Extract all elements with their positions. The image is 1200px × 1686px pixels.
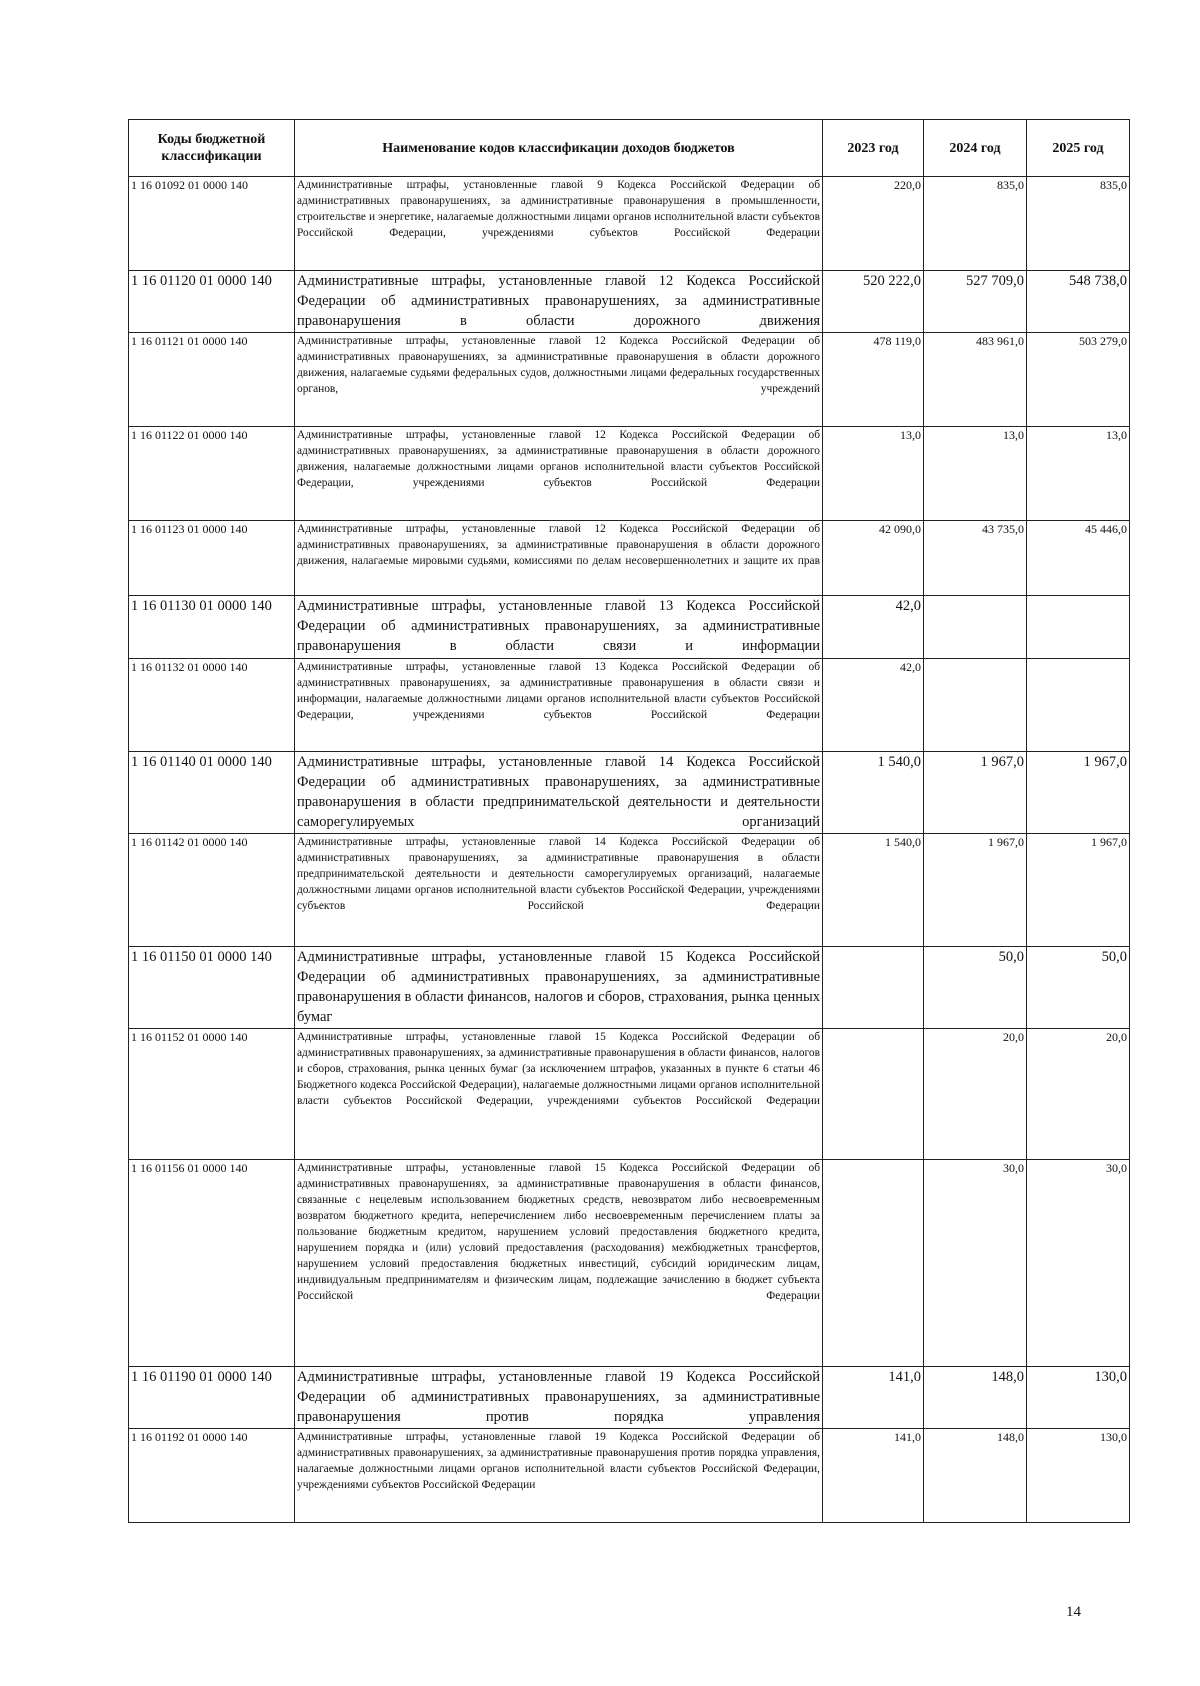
- value-2023-cell: [823, 1029, 924, 1160]
- table-row: [129, 271, 1130, 333]
- code-cell: 1 16 01142 01 0000 140: [129, 834, 295, 947]
- code-cell: 1 16 01192 01 0000 140: [129, 1429, 295, 1523]
- value-2023-cell: 42,0: [823, 596, 924, 659]
- table-row: [129, 659, 1130, 752]
- value-2024-cell: [924, 596, 1027, 659]
- table-row: [129, 834, 1130, 947]
- header-code: Коды бюджетной классификации: [129, 120, 295, 177]
- value-2024-cell: 30,0: [924, 1160, 1027, 1367]
- value-2025-cell: 20,0: [1027, 1029, 1130, 1160]
- value-2024-cell: 835,0: [924, 177, 1027, 271]
- code-cell: 1 16 01150 01 0000 140: [129, 947, 295, 1029]
- description-cell: Административные штрафы, установленные главой 15 Кодекса Российской Федерации об административных правонарушениях, за административные правонарушения в области финансов, налогов и сборов, страхования, рынка ценных бумаг (за исключением штрафов, указанных в пункте 6 статьи 46 Бюджетного кодекса Российской Федерации), налагаемые должностными лицами органов исполнительной власти субъектов Российской Федерации, учреждениями субъектов Российской Федерации: [295, 1029, 823, 1160]
- table-row: [129, 1367, 1130, 1429]
- value-2025-cell: 13,0: [1027, 427, 1130, 521]
- table-row: [129, 596, 1130, 659]
- value-2023-cell: 1 540,0: [823, 834, 924, 947]
- code-cell: 1 16 01152 01 0000 140: [129, 1029, 295, 1160]
- value-2025-cell: 30,0: [1027, 1160, 1130, 1367]
- value-2025-cell: 45 446,0: [1027, 521, 1130, 596]
- description-cell: Административные штрафы, установленные главой 14 Кодекса Российской Федерации об административных правонарушениях, за административные правонарушения в области предпринимательской деятельности и деятельности саморегулируемых организаций: [295, 752, 823, 834]
- table-row: [129, 947, 1130, 1029]
- value-2025-cell: [1027, 596, 1130, 659]
- value-2025-cell: 503 279,0: [1027, 333, 1130, 427]
- table-row: [129, 333, 1130, 427]
- value-2025-cell: 130,0: [1027, 1367, 1130, 1429]
- description-cell: Административные штрафы, установленные главой 12 Кодекса Российской Федерации об административных правонарушениях, за административные правонарушения в области дорожного движения, налагаемые должностными лицами органов исполнительной власти субъектов Российской Федерации, учреждениями субъектов Российской Федерации: [295, 427, 823, 521]
- value-2023-cell: 220,0: [823, 177, 924, 271]
- value-2024-cell: 20,0: [924, 1029, 1027, 1160]
- code-cell: 1 16 01121 01 0000 140: [129, 333, 295, 427]
- description-cell: Административные штрафы, установленные главой 13 Кодекса Российской Федерации об административных правонарушениях, за административные правонарушения в области связи и информации, налагаемые должностными лицами органов исполнительной власти субъектов Российской Федерации, учреждениями субъектов Российской Федерации: [295, 659, 823, 752]
- page-number: 14: [1066, 1604, 1081, 1620]
- description-cell: Административные штрафы, установленные главой 15 Кодекса Российской Федерации об административных правонарушениях, за административные правонарушения в области финансов, связанные с нецелевым использованием бюджетных средств, невозвратом либо несвоевременным возвратом бюджетного кредита, неперечислением либо несвоевременным перечислением платы за пользование бюджетным кредитом, нарушением условий предоставления бюджетного кредита, нарушением порядка и (или) условий предоставления (расходования) межбюджетных трансфертов, нарушением условий предоставления бюджетных инвестиций, субсидий юридическим лицам, индивидуальным предпринимателям и физическим лицам, подлежащие зачислению в бюджет субъекта Российской Федерации: [295, 1160, 823, 1367]
- table-row: [129, 752, 1130, 834]
- table-body: [129, 177, 1130, 1523]
- code-cell: 1 16 01132 01 0000 140: [129, 659, 295, 752]
- value-2024-cell: 527 709,0: [924, 271, 1027, 333]
- value-2024-cell: 1 967,0: [924, 752, 1027, 834]
- table-row: [129, 1429, 1130, 1523]
- description-cell: Административные штрафы, установленные главой 15 Кодекса Российской Федерации об административных правонарушениях, за административные правонарушения в области финансов, налогов и сборов, страхования, рынка ценных бумаг: [295, 947, 823, 1029]
- value-2023-cell: 13,0: [823, 427, 924, 521]
- value-2024-cell: 1 967,0: [924, 834, 1027, 947]
- description-cell: Административные штрафы, установленные главой 14 Кодекса Российской Федерации об административных правонарушениях, за административные правонарушения в области предпринимательской деятельности и деятельности саморегулируемых организаций, налагаемые должностными лицами органов исполнительной власти субъектов Российской Федерации, учреждениями субъектов Российской Федерации: [295, 834, 823, 947]
- table-row: [129, 1160, 1130, 1367]
- table-row: [129, 427, 1130, 521]
- description-cell: Административные штрафы, установленные главой 12 Кодекса Российской Федерации об административных правонарушениях, за административные правонарушения в области дорожного движения: [295, 271, 823, 333]
- value-2023-cell: 141,0: [823, 1367, 924, 1429]
- table-row: [129, 1029, 1130, 1160]
- code-cell: 1 16 01123 01 0000 140: [129, 521, 295, 596]
- budget-revenue-table: [128, 119, 1130, 1523]
- description-cell: Административные штрафы, установленные главой 9 Кодекса Российской Федерации об административных правонарушениях, за административные правонарушения в промышленности, строительстве и энергетике, налагаемые должностными лицами органов исполнительной власти субъектов Российской Федерации, учреждениями субъектов Российской Федерации: [295, 177, 823, 271]
- code-cell: 1 16 01156 01 0000 140: [129, 1160, 295, 1367]
- description-cell: Административные штрафы, установленные главой 12 Кодекса Российской Федерации об административных правонарушениях, за административные правонарушения в области дорожного движения, налагаемые судьями федеральных судов, должностными лицами федеральных государственных органов, учреждений: [295, 333, 823, 427]
- code-cell: 1 16 01092 01 0000 140: [129, 177, 295, 271]
- value-2023-cell: [823, 1160, 924, 1367]
- value-2023-cell: [823, 947, 924, 1029]
- description-cell: Административные штрафы, установленные главой 19 Кодекса Российской Федерации об административных правонарушениях, за административные правонарушения против порядка управления: [295, 1367, 823, 1429]
- value-2024-cell: 148,0: [924, 1429, 1027, 1523]
- value-2025-cell: 1 967,0: [1027, 834, 1130, 947]
- value-2023-cell: 478 119,0: [823, 333, 924, 427]
- value-2025-cell: 50,0: [1027, 947, 1130, 1029]
- value-2023-cell: 42 090,0: [823, 521, 924, 596]
- table-row: [129, 177, 1130, 271]
- value-2025-cell: 548 738,0: [1027, 271, 1130, 333]
- code-cell: 1 16 01122 01 0000 140: [129, 427, 295, 521]
- header-2023: 2023 год: [823, 120, 924, 177]
- value-2024-cell: 13,0: [924, 427, 1027, 521]
- code-cell: 1 16 01190 01 0000 140: [129, 1367, 295, 1429]
- code-cell: 1 16 01120 01 0000 140: [129, 271, 295, 333]
- value-2025-cell: 1 967,0: [1027, 752, 1130, 834]
- value-2024-cell: 148,0: [924, 1367, 1027, 1429]
- description-cell: Административные штрафы, установленные главой 12 Кодекса Российской Федерации об административных правонарушениях, за административные правонарушения в области дорожного движения, налагаемые мировыми судьями, комиссиями по делам несовершеннолетних и защите их прав: [295, 521, 823, 596]
- table-row: [129, 521, 1130, 596]
- value-2023-cell: 520 222,0: [823, 271, 924, 333]
- value-2025-cell: 835,0: [1027, 177, 1130, 271]
- value-2024-cell: 483 961,0: [924, 333, 1027, 427]
- code-cell: 1 16 01140 01 0000 140: [129, 752, 295, 834]
- description-cell: Административные штрафы, установленные главой 13 Кодекса Российской Федерации об административных правонарушениях, за административные правонарушения в области связи и информации: [295, 596, 823, 659]
- header-2025: 2025 год: [1027, 120, 1130, 177]
- value-2023-cell: 141,0: [823, 1429, 924, 1523]
- value-2023-cell: 42,0: [823, 659, 924, 752]
- value-2024-cell: 43 735,0: [924, 521, 1027, 596]
- value-2023-cell: 1 540,0: [823, 752, 924, 834]
- table-header-row: [129, 120, 1130, 177]
- value-2025-cell: [1027, 659, 1130, 752]
- value-2024-cell: 50,0: [924, 947, 1027, 1029]
- header-2024: 2024 год: [924, 120, 1027, 177]
- value-2025-cell: 130,0: [1027, 1429, 1130, 1523]
- description-cell: Административные штрафы, установленные главой 19 Кодекса Российской Федерации об административных правонарушениях, за административные правонарушения против порядка управления, налагаемые должностными лицами органов исполнительной власти субъектов Российской Федерации, учреждениями субъектов Российской Федерации: [295, 1429, 823, 1523]
- value-2024-cell: [924, 659, 1027, 752]
- code-cell: 1 16 01130 01 0000 140: [129, 596, 295, 659]
- header-name: Наименование кодов классификации доходов бюджетов: [295, 120, 823, 177]
